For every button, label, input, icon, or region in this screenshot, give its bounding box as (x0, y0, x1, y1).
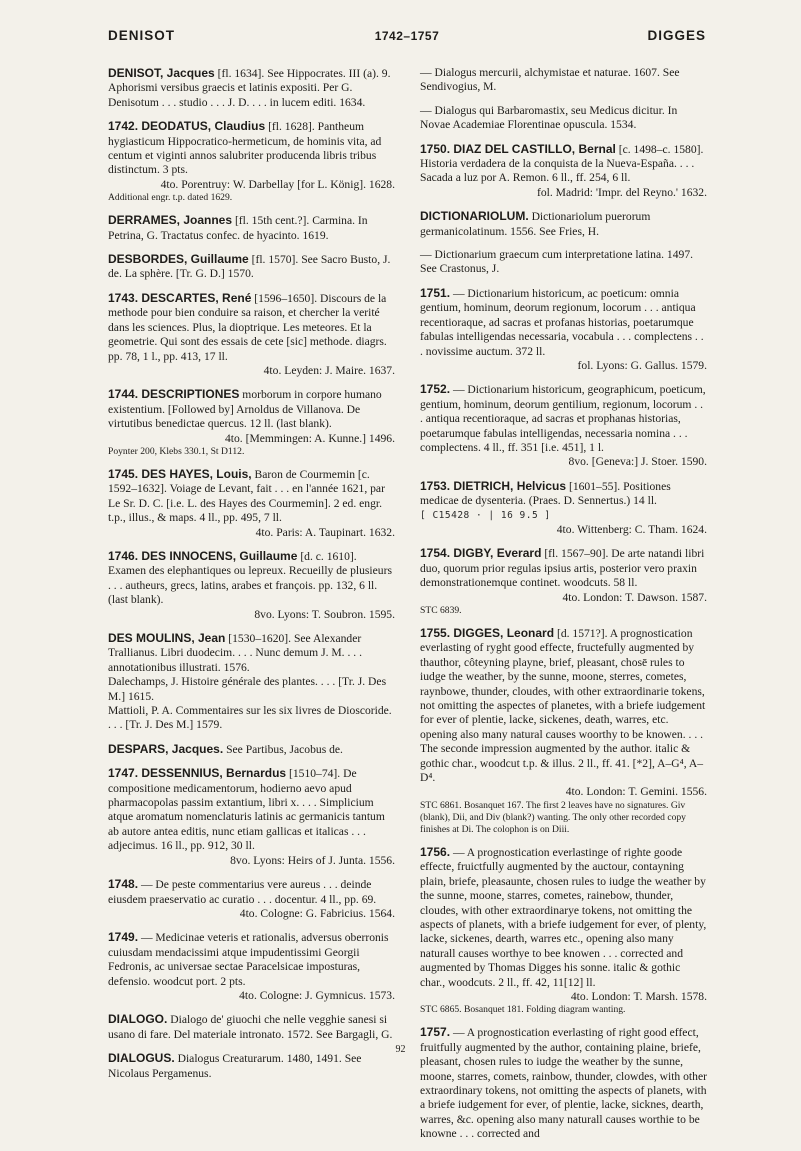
entry-body: [d. 1571?]. A prognostication everlasting of ryght good effecte, fructefully augmented by thauthor, côteyning playne, brief, pleasant, chosē rules to iudge the weather, by the sunne, moone, sterres, cometes, raynbowe, thunder, cloudes, with other extraordinarie tokens, not omitting the aspectes of planetes, with a briefe iudgement for ever of plentie, lacke, sickenes, death, warres, etc. opening also many natural causes woorthy to be knowen. . . . The seconde impression augmented by the author. italic & gothic char., woodcut t.p. & illus. 2 ll., ff. 41. [*2], A–G⁴, A–D⁴. (420, 627, 706, 785)
catalog-entry (108, 467, 395, 540)
entry-heading: DICTIONARIOLUM. (420, 209, 529, 224)
entry-body: [fl. 15th cent.?]. Carmina. In Petrina, G. Tractatus confec. de hyacinto. 1619. (108, 214, 368, 242)
catalog-entry (108, 1012, 395, 1042)
entry-note: STC 6865. Bosanquet 181. Folding diagram wanting. (420, 1004, 626, 1016)
entry-heading: 1755. DIGGES, Leonard (420, 626, 555, 640)
entry-imprint: 4to. Porentruy: W. Darbellay [for L. König]. 1628. (160, 177, 395, 191)
entry-text (420, 142, 707, 186)
header-right: DIGGES (647, 28, 706, 43)
entry-imprint: fol. Lyons: G. Gallus. 1579. (577, 358, 707, 372)
entry-imprint: 4to. Cologne: J. Gymnicus. 1573. (239, 988, 395, 1002)
catalog-entry (108, 1051, 395, 1081)
catalog-entry (108, 252, 395, 282)
right-column (420, 66, 707, 1151)
entry-imprint: fol. Madrid: 'Impr. del Reyno.' 1632. (536, 185, 707, 199)
catalog-entry (420, 546, 707, 617)
entry-note: Poynter 200, Klebs 330.1, St D112. (108, 445, 245, 457)
catalog-entry (420, 142, 707, 201)
entry-text (420, 546, 707, 590)
entry-text (108, 387, 395, 431)
entry-text (420, 104, 707, 133)
entry-body: [fl. 1628]. Pantheum hygiasticum Hippocratico-hermeticum, de hominis vita, ad centum et viginti annos salubriter producenda libris tribus distinctum. 3 pts. (108, 120, 382, 177)
catalog-entry (108, 742, 395, 757)
entry-body: See Partibus, Jacobus de. (226, 742, 343, 756)
entry-text (108, 549, 395, 608)
entry-imprint: 4to. London: T. Dawson. 1587. (562, 590, 707, 604)
catalog-entry (108, 213, 395, 243)
running-header (108, 28, 706, 48)
entry-body: — A prognostication everlastinge of righte goode effecte, fruictfully augmented by the auctour, contayning plain, briefe, pleasaunte, chosen rules to iudge the weather by the sunne, moone, starres, cometes, rainebow, thunder, cloudes, with other extraordinarye tokens, not omitting the aspects of planets, with a briefe iudgement for ever, of plenty, lacke, sickenes, dearth, warres etc., opening also many naturall causes worthye to bee knowen . . . corrected and augmented by Thomas Digges his sonne. italic & gothic char., woodcuts. 2 ll., ff. 42, 11[12] ll. (420, 845, 707, 989)
entry-heading: 1748. (108, 877, 139, 892)
entry-body: — Dictionarium graecum cum interpretatione latina. 1497. See Crastonus, J. (420, 248, 694, 276)
entry-text (108, 877, 395, 907)
catalog-entry (420, 286, 707, 373)
catalog-entry (420, 209, 707, 239)
entry-text (420, 845, 707, 990)
entry-heading: 1749. (108, 930, 139, 945)
entry-body: — A prognostication everlasting of right good effect, fruitfully augmented by the author, containing plaine, briefe, pleasant, chosen rules to iudge the weather by the sunne, moone, starres, comets, rainbow, thunder, clowdes, with other extraordinary tokens, not omitting the aspects of planets, with a briefe iudgement for ever, of plentie, lacke, sicknes, dearth, warres, &c. opening also many naturall causes worthie to be knowne . . . corrected and (420, 1026, 707, 1141)
entry-text (108, 631, 395, 733)
entry-body: — De peste commentarius vere aureus . . . deinde eiusdem praeservatio ac curatio . . . docentur. 4 ll., pp. 69. (108, 878, 377, 906)
entry-body: [1601–55]. Positiones medicae de dysenteria. (Praes. D. Sennertus.) 14 ll. (420, 479, 671, 508)
entry-note: STC 6861. Bosanquet 167. The first 2 leaves have no signatures. Giv (blank), Dii, and Div (blank?) wanting. The only other recorded copy finishes at Di. The colophon is on Diii. (420, 799, 686, 835)
entry-heading: 1745. DES HAYES, Louis, (108, 466, 252, 481)
catalog-entry (108, 119, 395, 204)
catalog-entry (420, 845, 707, 1016)
entry-text (420, 1025, 707, 1141)
entry-body: Dialogus Creaturarum. 1480, 1491. See Nicolaus Pergamenus. (108, 1052, 362, 1080)
entry-body: — Dictionarium historicum, geographicum, poeticum, gentium, hominum, deorum gentilium, regionum, locorum . . . antiqua recentioraque, ad sacras et prophanas historias, poetarumque fabulas intelligendas, necessaria nomina . . . complectens. 4 ll., ff. 351 [i.e. 451], 1 l. (420, 383, 706, 454)
catalog-entry (108, 66, 395, 110)
left-column (108, 66, 395, 1090)
entry-heading: DIALOGO. (108, 1012, 168, 1027)
catalog-entry (108, 877, 395, 921)
catalog-entry (108, 930, 395, 1003)
entry-body: Dialogo de' giuochi che nelle vegghie sanesi si usano di fare. Del materiale intronato. 1572. See Bargagli, G. (108, 1013, 393, 1041)
catalog-entry (108, 549, 395, 622)
page-number: 92 (395, 1044, 406, 1055)
entry-heading: DIALOGUS. (108, 1051, 175, 1066)
entry-text (108, 119, 395, 178)
entry-heading: DESPARS, Jacques. (108, 741, 224, 756)
entry-note: Additional engr. t.p. dated 1629. (108, 192, 233, 204)
entry-text (108, 766, 395, 853)
entry-body: Baron de Courmemin [c. 1592–1632]. Voiage de Levant, fait . . . en l'année 1621, par Le Sr. D. C. [i.e. L. des Hayes des Courmemin]. 2 ed. engr. t.p., illus., & maps. 4 ll., pp. 495, 7 ll. (108, 467, 385, 525)
entry-imprint: 4to. London: T. Marsh. 1578. (570, 989, 707, 1003)
entry-imprint: 4to. Wittenberg: C. Tham. 1624. (556, 522, 707, 536)
catalog-entry (108, 766, 395, 868)
catalog-entry (420, 479, 707, 538)
entry-heading: 1746. DES INNOCENS, Guillaume (108, 548, 298, 563)
catalog-entry (108, 291, 395, 378)
catalog-entry (108, 631, 395, 733)
catalog-entry (420, 1025, 707, 1141)
entry-body: [c. 1498–c. 1580]. Historia verdadera de la conquista de la Nueva-España. . . . Sacada a luz por A. Remon. 6 ll., ff. 254, 6 ll. (420, 142, 704, 185)
entry-heading: 1753. DIETRICH, Helvicus (420, 478, 567, 493)
entry-imprint: 4to. Paris: A. Taupinart. 1632. (255, 525, 395, 539)
entry-body: — Dialogus qui Barbaromastix, seu Medicus dicitur. In Novae Academiae Florentinae opuscula. 1534. (420, 103, 678, 132)
entry-heading: 1756. (420, 844, 451, 859)
catalog-entry (108, 387, 395, 458)
entry-text (108, 1051, 395, 1081)
entry-heading: 1747. DESSENNIUS, Bernardus (108, 766, 287, 781)
entry-heading: 1744. DESCRIPTIONES (108, 387, 240, 402)
entry-heading: DES MOULINS, Jean (108, 631, 226, 645)
entry-imprint: 4to. Cologne: G. Fabricius. 1564. (239, 906, 395, 920)
entry-text (420, 382, 707, 455)
entry-text (420, 209, 707, 239)
header-center: 1742–1757 (374, 29, 440, 43)
entry-text (420, 626, 707, 785)
entry-text (108, 213, 395, 243)
entry-text (420, 286, 707, 359)
entry-text (108, 467, 395, 526)
entry-body: — Dictionarium historicum, ac poeticum: omnia gentium, hominum, deorum regionum, locorum . . . antiqua recentioraque, ad sacras et profanas historias, poetarumque fabulas intelligendas necessaria, vocabula . . . complectens . . . novissime auctum. 372 ll. (420, 286, 704, 358)
entry-body: morborum in corpore humano existentium. [Followed by] Arnoldus de Villanova. De virtutibus benedictae quercus. 12 ll. (last blank). (108, 388, 382, 431)
entry-imprint: 8vo. [Geneva:] J. Stoer. 1590. (568, 455, 707, 469)
entry-heading: 1754. DIGBY, Everard (420, 546, 542, 561)
entry-heading: 1757. (420, 1025, 451, 1040)
entry-heading: 1752. (420, 382, 451, 397)
entry-text (420, 66, 707, 95)
header-left: DENISOT (108, 28, 176, 43)
entry-body: Dictionariolum puerorum germanicolatinum. 1556. See Fries, H. (420, 210, 651, 238)
entry-body: — Medicinae veteris et rationalis, adversus oberronis cuiusdam mendacissimi atque impudentissimi Georgii Fedronis, ac universae sectae Paracelsicae imposturas, defensio. woodcut port. 2 pts. (108, 931, 389, 988)
entry-body: [fl. 1567–90]. De arte natandi libri duo, quorum prior regulas ipsius artis, posterior vero praxin demonstrationemque continet. woodcuts. 58 ll. (420, 547, 705, 590)
entry-body: [1510–74]. De compositione medicamentorum, hodierno aevo apud pharmacopolas passim extantium, libri x. . . . Simplicium atque aromatum nomenclaturis latinis ac germanicis tantum ab autore antea editis, nunc etiam gallicas et italicas . . . adjecimus. 16 ll., pp. 912, 30 ll. (108, 767, 385, 853)
catalog-entry (420, 626, 707, 836)
entry-text (108, 742, 395, 757)
entry-body: [fl. 1634]. See Hippocrates. III (a). 9. Aphorismi versibus graecis et latinis expositi. Per G. Denisotum . . . studio . . . J. D. . . . in lucem editi. 1634. (108, 67, 391, 109)
entry-imprint: 8vo. Lyons: T. Soubron. 1595. (254, 607, 395, 621)
entry-heading: 1751. (420, 285, 451, 300)
catalog-entry (420, 248, 707, 277)
entry-heading: DERRAMES, Joannes (108, 213, 233, 228)
entry-heading: 1743. DESCARTES, René (108, 290, 252, 305)
entry-imprint: 4to. London: T. Gemini. 1556. (565, 785, 707, 799)
entry-heading: DENISOT, Jacques (108, 66, 215, 80)
entry-imprint: 4to. [Memmingen: A. Kunne.] 1496. (224, 431, 395, 445)
entry-text (108, 1012, 395, 1042)
entry-text (420, 248, 707, 277)
handwritten-shelfmark: [ C15428 · | 16 9.5 ] (420, 509, 551, 521)
catalog-entry (420, 104, 707, 133)
entry-imprint: 4to. Leyden: J. Maire. 1637. (263, 363, 395, 377)
entry-text (108, 66, 395, 110)
entry-body: [1530–1620]. See Alexander Trallianus. Libri duodecim. . . . Nunc demum J. M. . . . annotationibus illustrati. 1576. Dalechamps, J. Histoire générale des plantes. . . . [Tr. J. Des M.] 1615. Mattioli, P. A. Commentaires sur les six livres de Dioscoride. . . . [Tr. J. Des M.] 1579. (108, 632, 392, 732)
catalog-entry (420, 382, 707, 469)
entry-text (108, 252, 395, 282)
entry-note: STC 6839. (420, 605, 462, 616)
entry-imprint: 8vo. Lyons: Heirs of J. Junta. 1556. (230, 853, 395, 867)
entry-heading: 1742. DEODATUS, Claudius (108, 119, 266, 134)
entry-heading: DESBORDES, Guillaume (108, 252, 249, 267)
entry-body: — Dialogus mercurii, alchymistae et naturae. 1607. See Sendivogius, M. (420, 66, 680, 94)
entry-heading: 1750. DIAZ DEL CASTILLO, Bernal (420, 141, 616, 156)
entry-body: [d. c. 1610]. Examen des elephantiques ou lepreux. Recueilly de plusieurs . . . autheurs, grecs, latins, arabes et françois. pp. 132, 6 ll. (last blank). (108, 549, 392, 607)
entry-body: [1596–1650]. Discours de la methode pour bien conduire sa raison, et chercher la verité dans les sciences. Plus, la dioptrique. Les meteores. Et la geometrie. Qui sont des essais de cete [sic] methode. diagrs. pp. 78, 1 l., pp. 413, 17 ll. (108, 291, 387, 363)
entry-text (108, 930, 395, 989)
entry-text (108, 291, 395, 364)
entry-text (420, 479, 707, 509)
catalog-entry (420, 66, 707, 95)
entry-body: [fl. 1570]. See Sacro Busto, J. de. La sphère. [Tr. G. D.] 1570. (108, 253, 391, 281)
